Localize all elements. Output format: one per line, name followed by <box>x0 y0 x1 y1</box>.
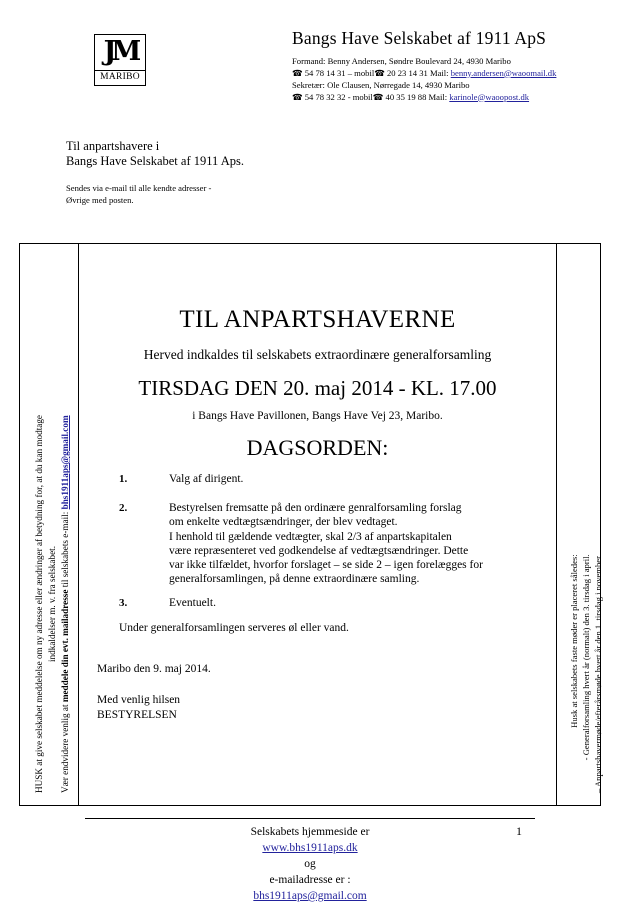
agenda-item-line: Eventuelt. <box>169 597 216 609</box>
signoff-block <box>97 693 180 722</box>
company-name: Bangs Have Selskabet af 1911 ApS <box>292 28 547 48</box>
footer-website-link[interactable]: www.bhs1911aps.dk <box>262 842 358 854</box>
contact-details <box>292 56 556 104</box>
signoff-sender: BESTYRELSEN <box>97 708 177 721</box>
left-margin-note-address-change <box>33 415 58 793</box>
secretary-phone-line <box>292 92 556 105</box>
footer-email-link[interactable]: bhs1911aps@gmail.com <box>253 890 367 902</box>
agenda-item-line: var ikke tilfældet, hvorfor forslaget – se side 2 – igen forelægges for <box>169 559 483 572</box>
chairman-mobile-text: 20 23 14 31 Mail: <box>386 67 449 78</box>
chairman-phone-text: 54 78 14 31 – mobil <box>304 67 375 78</box>
company-logo <box>94 34 146 86</box>
chairman-email-link[interactable]: benny.andersen@waoomail.dk <box>450 67 557 78</box>
right-margin-note-line-2: - Generalforsamling hvert år (normalt) den 3. tirsdag i april. <box>581 554 591 761</box>
agenda-item-line: I henhold til gældende vedtægter, skal 2/3 af anpartskapitalen <box>169 530 452 543</box>
place-and-date: Maribo den 9. maj 2014. <box>97 663 211 675</box>
left-margin-note-email <box>60 415 70 793</box>
phone-icon: ☎ <box>372 92 384 103</box>
meeting-date-heading: TIRSDAG DEN 20. maj 2014 - KL. 17.00 <box>138 376 497 400</box>
right-margin-note-line-1: Husk at selskabets faste møder er placeret således: <box>569 554 579 728</box>
page-title: TIL ANPARTSHAVERNE <box>179 306 456 333</box>
agenda-item-text <box>169 472 549 486</box>
letterhead <box>0 28 620 113</box>
delivery-notice-line-2: Øvrige med posten. <box>66 194 134 205</box>
left-margin-note-line-1: HUSK at give selskabet meddelelse om ny adresse eller ændringer af betydning for, at du kan modtage <box>34 415 44 793</box>
footer-divider <box>85 818 535 819</box>
agenda-item-line: være repræsenteret ved godkendelse af vedtægtsændringer. Dette <box>169 544 469 557</box>
notice-body <box>79 243 556 806</box>
agenda-item <box>119 472 549 486</box>
agenda-item-line: om enkelte vedtægtsændringer, der blev vedtaget. <box>169 516 398 529</box>
logo-city-text: MARIBO <box>100 72 140 82</box>
notice-subtitle: Herved indkaldes til selskabets extraordinære generalforsamling <box>143 347 492 362</box>
agenda-item <box>119 501 549 587</box>
footer <box>0 824 620 904</box>
page-number: 1 <box>516 824 522 838</box>
logo-monogram-text: JM <box>103 36 137 67</box>
left-margin-email-bold: meddele din evt. mailadresse <box>60 589 70 703</box>
right-margin-note-meeting-schedule <box>568 554 604 793</box>
delivery-notice-line-1: Sendes via e-mail til alle kendte adresser - <box>66 183 212 193</box>
left-margin-email-suffix: til selskabets e-mail: <box>60 509 70 590</box>
agenda-item-text <box>169 596 549 610</box>
serving-note: Under generalforsamlingen serveres øl eller vand. <box>119 622 349 634</box>
meeting-venue: i Bangs Have Pavillonen, Bangs Have Vej 23, Maribo. <box>192 410 443 422</box>
chairman-address-line: Formand: Benny Andersen, Søndre Boulevard 24, 4930 Maribo <box>292 56 511 66</box>
secretary-email-link[interactable]: karinole@waoopost.dk <box>449 91 530 102</box>
right-margin-divider <box>556 243 557 806</box>
chairman-phone-line <box>292 68 556 81</box>
addressee-block <box>66 139 244 169</box>
left-margin-email-link[interactable]: bhs1911aps@gmail.com <box>60 415 70 510</box>
agenda-item-text <box>169 501 549 587</box>
secretary-phone-text: 54 78 32 32 - mobil <box>304 91 373 102</box>
right-margin-note-line-3: – Anpartshavermøde/efterårsmøde hvert år den 1. tirsdag i november. <box>593 554 603 793</box>
agenda-item <box>119 596 549 610</box>
footer-website-line <box>0 824 620 872</box>
signoff-greeting: Med venlig hilsen <box>97 694 181 706</box>
agenda-item-line: Valg af dirigent. <box>169 473 244 485</box>
agenda-item-line: generalforsamlingen, på denne extraordinære samling. <box>169 573 420 586</box>
agenda-item-number: 3. <box>119 597 128 609</box>
phone-icon: ☎ <box>292 68 303 79</box>
agenda-title: DAGSORDEN: <box>246 435 389 460</box>
footer-email-prefix: e-mailadresse er : <box>269 874 351 886</box>
left-margin-email-prefix: Vær endvidere venlig at <box>60 702 70 793</box>
phone-icon: ☎ <box>374 68 385 79</box>
addressee-line-1: Til anpartshavere i <box>66 139 160 153</box>
agenda-item-number: 1. <box>119 473 128 485</box>
secretary-address-line: Sekretær: Ole Clausen, Nørregade 14, 4930 Maribo <box>292 80 470 90</box>
footer-website-prefix: Selskabets hjemmeside er <box>250 826 370 838</box>
delivery-notice <box>66 183 211 206</box>
secretary-mobile-text: 40 35 19 88 Mail: <box>385 91 448 102</box>
left-margin-note-line-2: indkaldelser m. v. fra selskabet. <box>46 546 57 662</box>
phone-icon: ☎ <box>292 92 303 103</box>
agenda-item-number: 2. <box>119 502 128 514</box>
addressee-line-2: Bangs Have Selskabet af 1911 Aps. <box>66 154 244 168</box>
agenda-item-line: Bestyrelsen fremsatte på den ordinære genralforsamling forslag <box>169 502 462 514</box>
footer-website-suffix: og <box>304 858 316 870</box>
